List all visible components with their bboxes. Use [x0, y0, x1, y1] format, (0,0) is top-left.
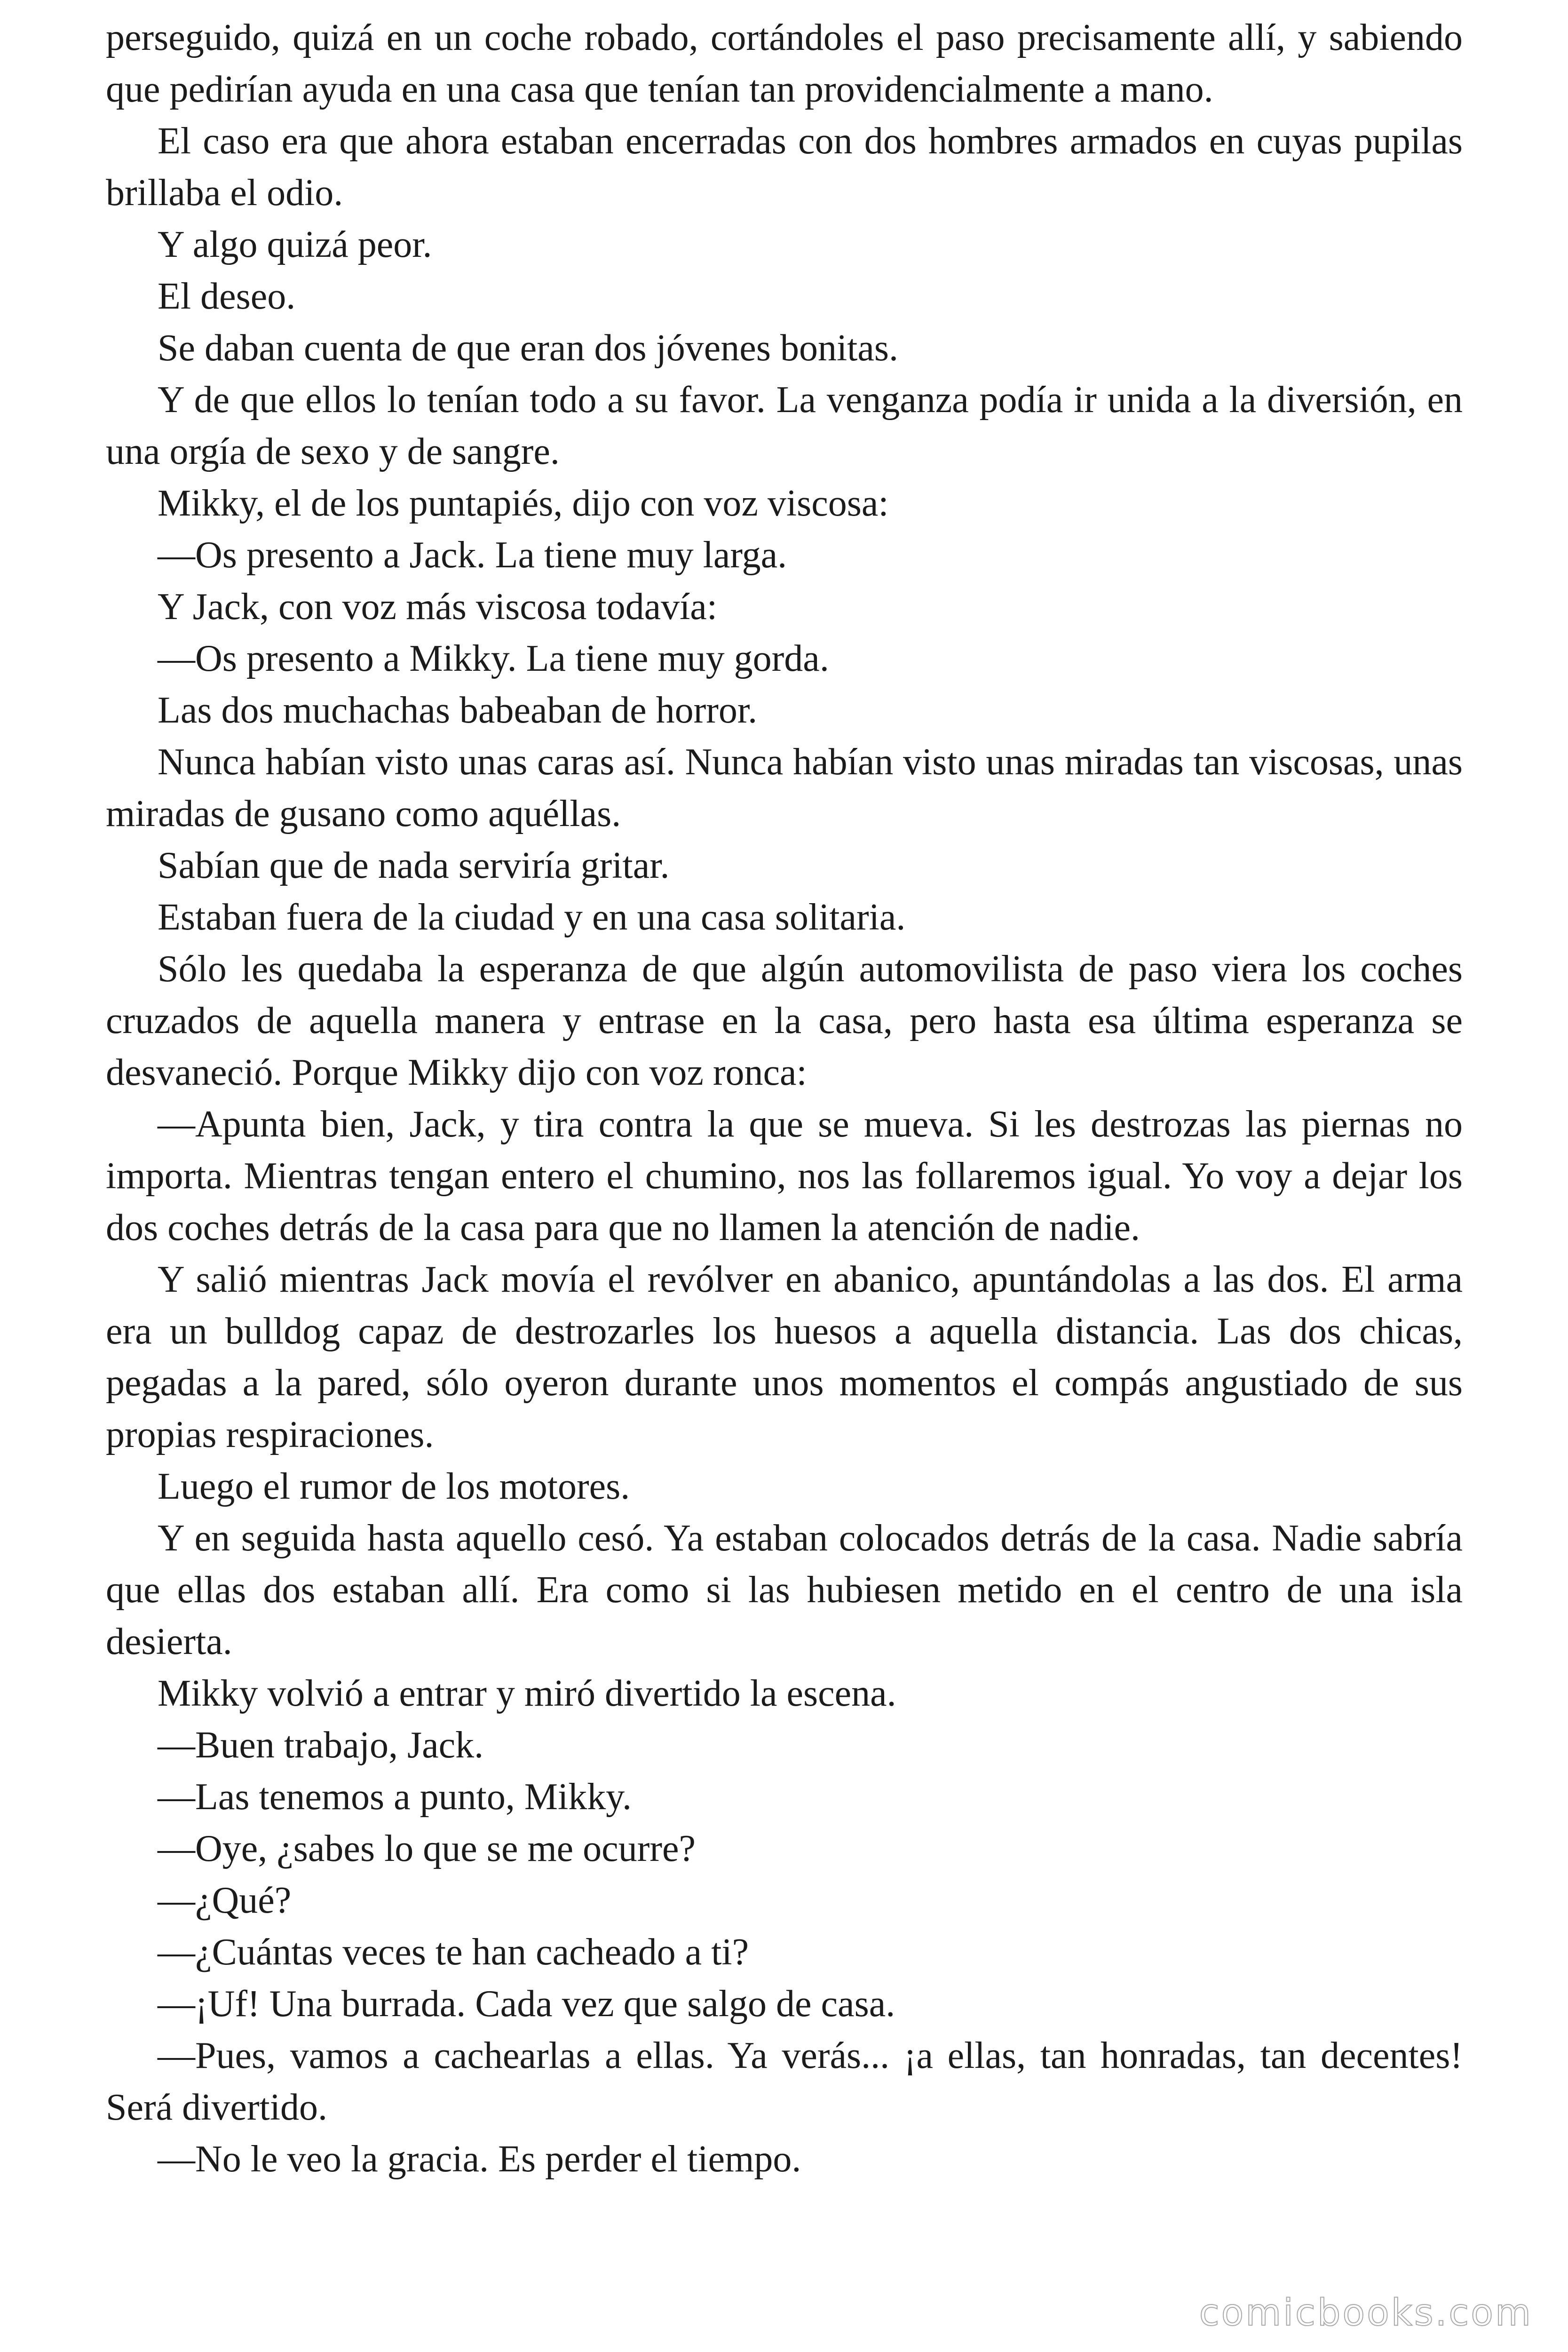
paragraph: Y Jack, con voz más viscosa todavía:	[158, 586, 718, 628]
paragraph: Y en seguida hasta aquello cesó. Ya estaban colocados detrás de la casa. Nadie sabría que ellas dos estaban allí. Era como si las hubiesen metido en el centro de una isla desierta.	[106, 1518, 1463, 1662]
body-text	[106, 12, 1463, 2185]
paragraph: Nunca habían visto unas caras así. Nunca habían visto unas miradas tan viscosas, unas miradas de gusano como aquéllas.	[106, 741, 1463, 834]
paragraph: —¿Qué?	[158, 1880, 292, 1921]
paragraph: Mikky, el de los puntapiés, dijo con voz viscosa:	[158, 483, 889, 524]
paragraph: —¡Uf! Una burrada. Cada vez que salgo de casa.	[158, 1983, 895, 2025]
paragraph: Las dos muchachas babeaban de horror.	[158, 690, 758, 731]
paragraph: Sólo les quedaba la esperanza de que algún automovilista de paso viera los coches cruzados de aquella manera y entrase en la casa, pero hasta esa última esperanza se desvaneció. Porque Mikky dijo con voz ronca:	[106, 948, 1463, 1093]
paragraph: —Buen trabajo, Jack.	[158, 1724, 484, 1766]
paragraph: Y salió mientras Jack movía el revólver en abanico, apuntándolas a las dos. El arma era un bulldog capaz de destrozarles los huesos a aquella distancia. Las dos chicas, pegadas a la pared, sólo oyeron durante unos momentos el compás angustiado de sus propias respiraciones.	[106, 1259, 1463, 1455]
paragraph: —Apunta bien, Jack, y tira contra la que se mueva. Si les destrozas las piernas no importa. Mientras tengan entero el chumino, nos las follaremos igual. Yo voy a dejar los dos coches detrás de la casa para que no llamen la atención de nadie.	[106, 1104, 1463, 1248]
paragraph: Estaban fuera de la ciudad y en una casa solitaria.	[158, 897, 906, 938]
paragraph: —¿Cuántas veces te han cacheado a ti?	[158, 1931, 749, 1973]
paragraph: Y de que ellos lo tenían todo a su favor. La venganza podía ir unida a la diversión, en una orgía de sexo y de sangre.	[106, 379, 1463, 472]
paragraph: —Os presento a Mikky. La tiene muy gorda.	[158, 638, 829, 679]
paragraph: Luego el rumor de los motores.	[158, 1466, 630, 1507]
paragraph: Se daban cuenta de que eran dos jóvenes bonitas.	[158, 327, 899, 369]
paragraph: El deseo.	[158, 276, 296, 317]
paragraph: —Os presento a Jack. La tiene muy larga.	[158, 534, 787, 576]
paragraph: Sabían que de nada serviría gritar.	[158, 845, 670, 886]
paragraph: Mikky volvió a entrar y miró divertido la escena.	[158, 1673, 896, 1714]
paragraph: —Oye, ¿sabes lo que se me ocurre?	[158, 1828, 696, 1869]
paragraph: perseguido, quizá en un coche robado, cortándoles el paso precisamente allí, y sabiendo que pedirían ayuda en una casa que tenían tan providencialmente a mano.	[106, 17, 1463, 110]
paragraph: —Pues, vamos a cachearlas a ellas. Ya verás... ¡a ellas, tan honradas, tan decentes! Será divertido.	[106, 2035, 1463, 2128]
watermark: comicbooks.com	[1199, 2292, 1533, 2334]
paragraph: —No le veo la gracia. Es perder el tiempo.	[158, 2138, 801, 2180]
paragraph: —Las tenemos a punto, Mikky.	[158, 1776, 632, 1818]
paragraph: El caso era que ahora estaban encerradas con dos hombres armados en cuyas pupilas brillaba el odio.	[106, 120, 1463, 214]
paragraph: Y algo quizá peor.	[158, 224, 432, 265]
